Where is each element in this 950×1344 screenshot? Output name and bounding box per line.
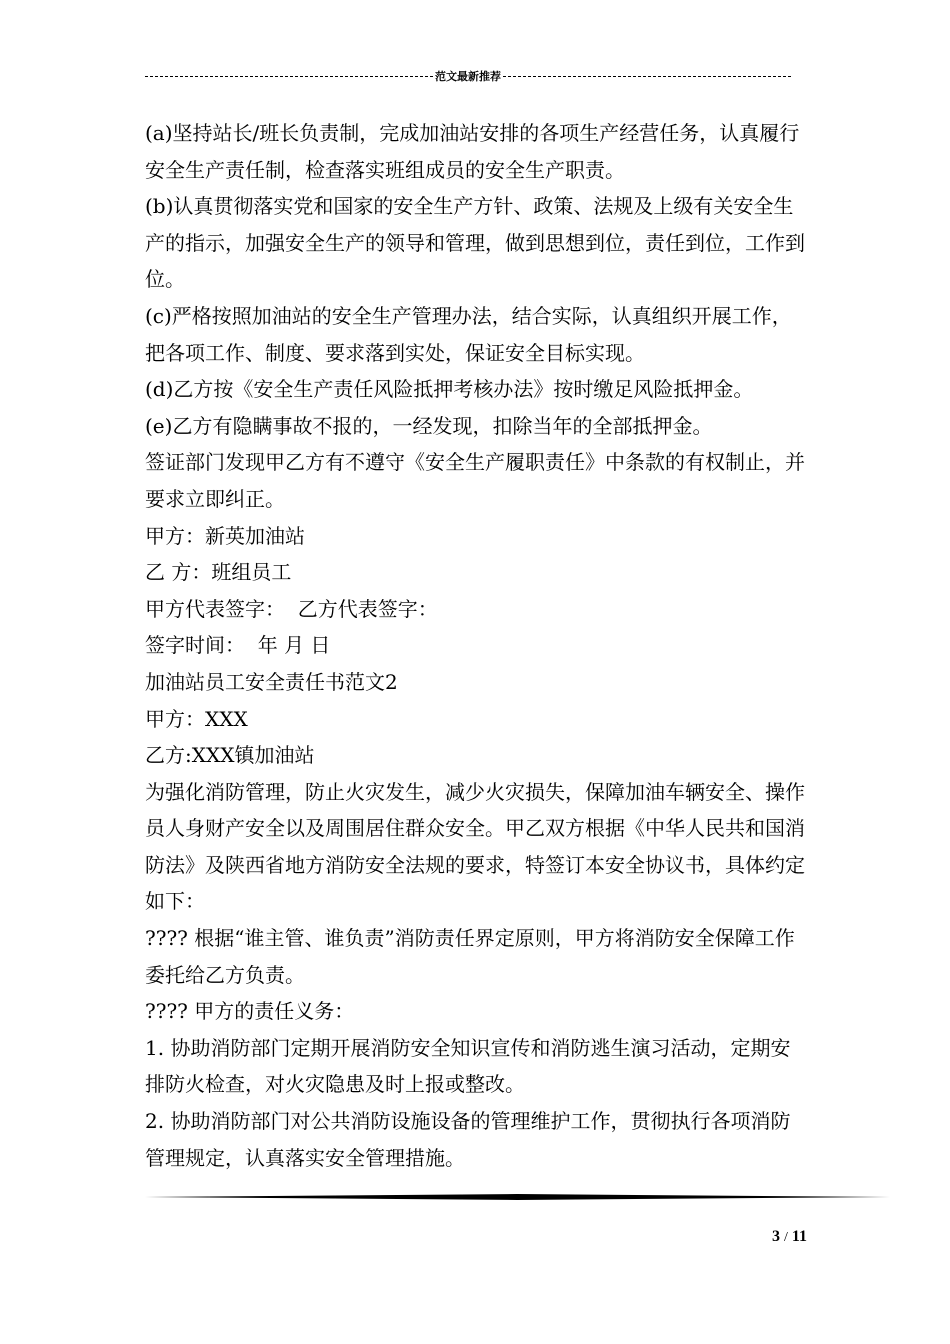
paragraph-b: (b)认真贯彻落实党和国家的安全生产方针、政策、法规及上级有关安全生产的指示，加强安全生产的领导和管理，做到思想到位，责任到位，工作到位。 xyxy=(145,194,805,292)
section-title: 加油站员工安全责任书范文2 xyxy=(145,669,398,694)
footer-rule-shape xyxy=(145,1194,890,1200)
paragraph-visa-dept: 签证部门发现甲乙方有不遵守《安全生产履职责任》中条款的有权制止，并要求立即纠正。 xyxy=(145,450,805,511)
footer-rule xyxy=(145,1194,890,1200)
party-a-line-2: 甲方：XXX xyxy=(145,706,248,731)
page-number xyxy=(700,1228,807,1246)
paragraph-d: (d)乙方按《安全生产责任风险抵押考核办法》按时缴足风险抵押金。 xyxy=(145,377,754,402)
page-separator: / xyxy=(783,1230,788,1245)
page-total: 11 xyxy=(791,1228,807,1245)
list-item-1: 1. 协助消防部门定期开展消防安全知识宣传和消防逃生演习活动，定期安排防火检查，对火灾隐患及时上报或整改。 xyxy=(145,1035,791,1097)
signature-line: 甲方代表签字： 乙方代表签字： xyxy=(145,596,438,621)
document-body xyxy=(145,115,810,1176)
paragraph-intro: 为强化消防管理，防止火灾发生，减少火灾损失，保障加油车辆安全、操作员人身财产安全以及周围居住群众安全。甲乙双方根据《中华人民共和国消防法》及陕西省地方消防安全法规的要求，特签订本安全协议书，具体约定如下： xyxy=(145,779,805,914)
paragraph-e: (e)乙方有隐瞒事故不报的，一经发现，扣除当年的全部抵押金。 xyxy=(145,413,713,438)
signature-date-line: 签字时间： 年 月 日 xyxy=(145,633,331,658)
party-a-line: 甲方：新英加油站 xyxy=(145,523,305,548)
party-b-line: 乙 方：班组员工 xyxy=(145,560,292,585)
paragraph-c: (c)严格按照加油站的安全生产管理办法，结合实际，认真组织开展工作，把各项工作、制度、要求落到实处，保证安全目标实现。 xyxy=(145,303,792,365)
paragraph-a: (a)坚持站长/班长负责制，完成加油站安排的各项生产经营任务，认真履行安全生产责任制，检查落实班组成员的安全生产职责。 xyxy=(145,121,800,182)
page-current: 3 xyxy=(771,1228,780,1245)
party-b-line-2: 乙方:XXX镇加油站 xyxy=(145,743,315,768)
paragraph-party-a-duties: ???? 甲方的责任义务： xyxy=(145,999,355,1024)
header-dash-left xyxy=(145,76,433,77)
header-dash-right xyxy=(503,76,791,77)
header-title: 范文最新推荐 xyxy=(435,70,501,83)
paragraph-principle: ???? 根据“谁主管、谁负责”消防责任界定原则，甲方将消防安全保障工作委托给乙方负责。 xyxy=(145,926,795,987)
page-header xyxy=(145,66,791,86)
list-item-2: 2. 协助消防部门对公共消防设施设备的管理维护工作，贯彻执行各项消防管理规定，认真落实安全管理措施。 xyxy=(145,1109,791,1170)
